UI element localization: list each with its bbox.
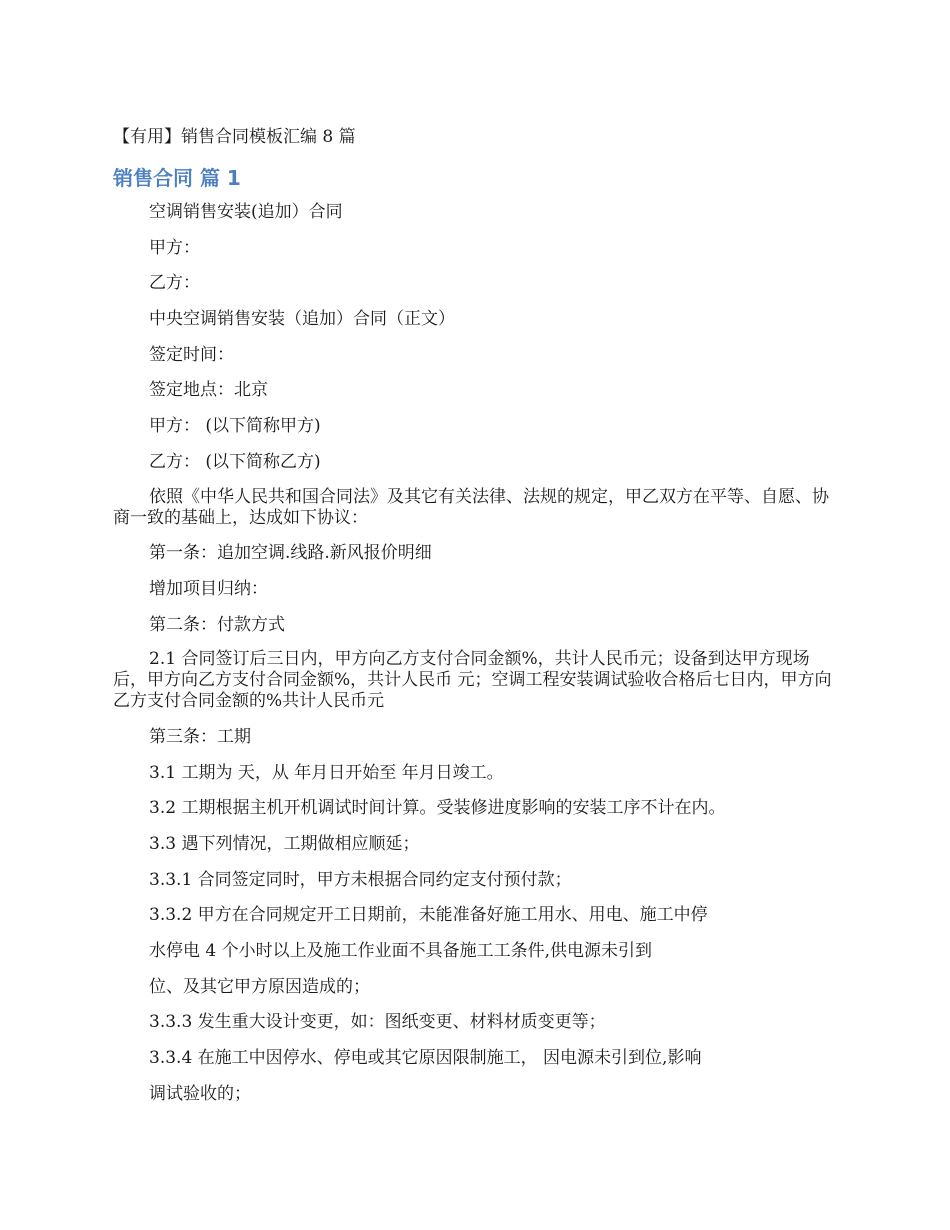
paragraph: 乙方： (149, 273, 200, 294)
paragraph: 2.1 合同签订后三日内，甲方向乙方支付合同金额%，共计人民币元；设备到达甲方现场后，甲方向乙方支付合同金额%，共计人民币 元；空调工程安装调试验收合格后七日内，甲方向乙方支付合同金额的%共计人民币元 (113, 649, 832, 712)
paragraph: 水停电 4 个小时以上及施工作业面不具备施工工条件,供电源未引到 (149, 941, 653, 962)
paragraph: 3.3.2 甲方在合同规定开工日期前，未能准备好施工用水、用电、施工中停 (149, 905, 708, 926)
paragraph: 空调销售安装(追加）合同 (149, 202, 343, 222)
paragraph: 位、及其它甲方原因造成的； (149, 976, 370, 997)
paragraph: 第二条：付款方式 (149, 614, 285, 635)
section-heading: 销售合同 篇 1 (113, 166, 241, 190)
paragraph: 3.3.3 发生重大设计变更，如：图纸变更、材料材质变更等； (149, 1012, 606, 1033)
paragraph: 第三条：工期 (149, 726, 251, 747)
paragraph: 3.2 工期根据主机开机调试时间计算。受装修进度影响的安装工序不计在内。 (149, 798, 726, 819)
paragraph: 甲方： (149, 237, 200, 258)
paragraph: 3.1 工期为 天，从 年月日开始至 年月日竣工。 (149, 762, 504, 783)
paragraph: 3.3.1 合同签定同时，甲方未根据合同约定支付预付款； (149, 869, 572, 890)
paragraph: 乙方： (以下简称乙方) (149, 451, 321, 472)
paragraph: 第一条：追加空调.线路.新风报价明细 (149, 543, 432, 564)
paragraph: 甲方： (以下简称甲方) (149, 416, 321, 437)
document-title: 【有用】销售合同模板汇编 8 篇 (113, 127, 356, 147)
paragraph: 增加项目归纳： (149, 578, 268, 599)
paragraph: 3.3 遇下列情况，工期做相应顺延； (149, 834, 420, 854)
contract-body (113, 201, 840, 1105)
paragraph: 3.3.4 在施工中因停水、停电或其它原因限制施工， 因电源未引到位,影响 (149, 1048, 702, 1069)
paragraph: 依照《中华人民共和国合同法》及其它有关法律、法规的规定，甲乙双方在平等、自愿、协商一致的基础上，达成如下协议： (113, 486, 829, 528)
paragraph: 中央空调销售安装（追加）合同（正文） (149, 309, 455, 330)
paragraph: 调试验收的； (149, 1083, 251, 1104)
paragraph: 签定时间： (149, 344, 234, 365)
paragraph: 签定地点：北京 (149, 380, 268, 401)
